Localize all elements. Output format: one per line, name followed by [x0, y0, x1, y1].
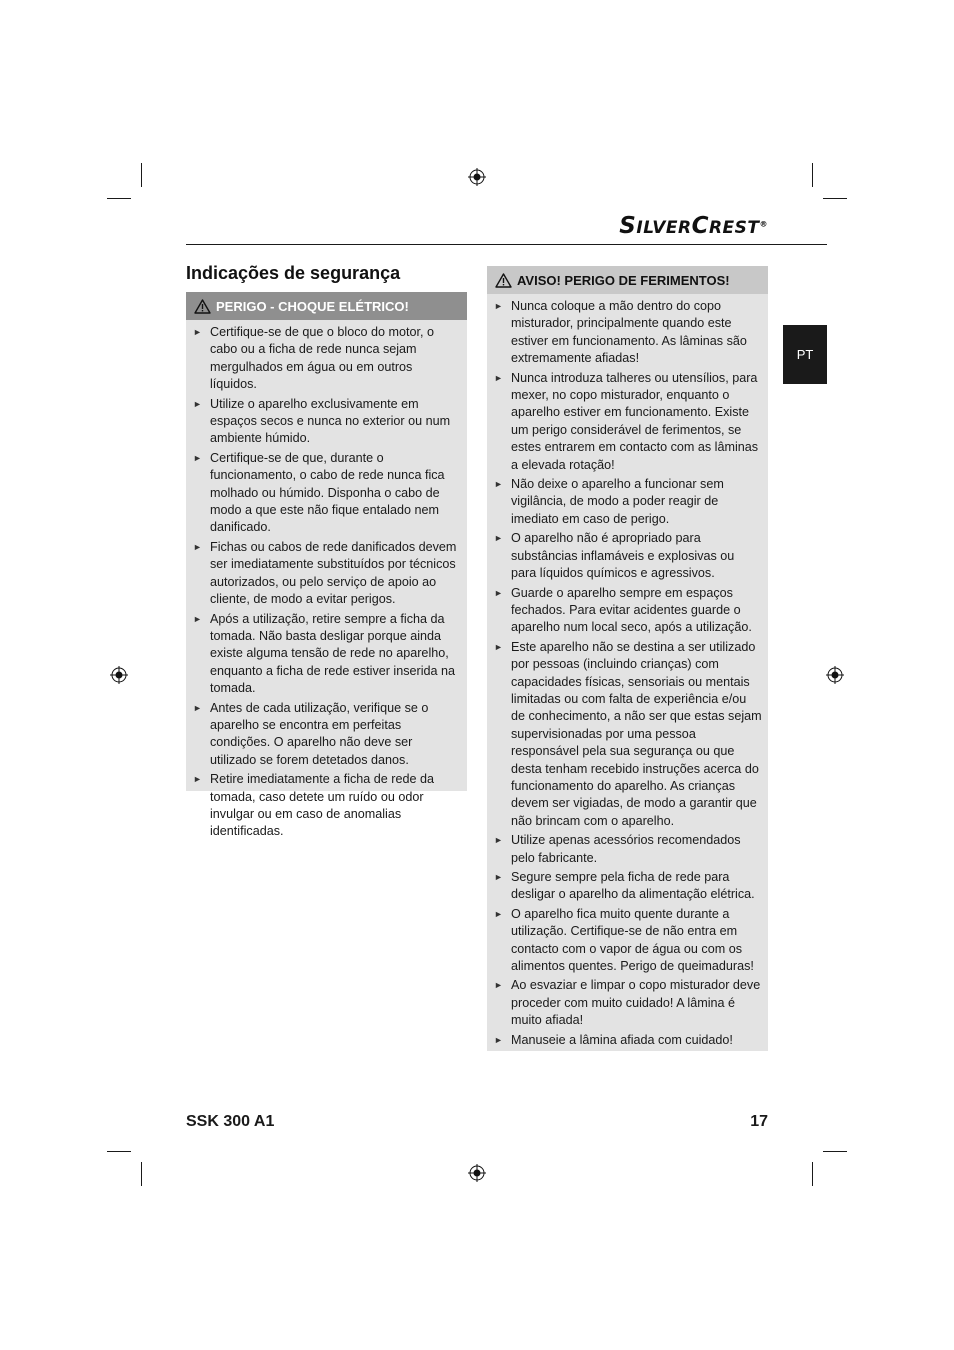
list-item: [186, 450, 461, 537]
list-item: [487, 1032, 762, 1049]
registration-mark-icon: [826, 666, 844, 684]
arrow-right-icon: ►: [193, 452, 202, 463]
arrow-right-icon: ►: [193, 774, 202, 785]
arrow-right-icon: ►: [193, 613, 202, 624]
crop-mark: [107, 198, 131, 199]
list-item: [487, 639, 762, 830]
brand-logo: [619, 213, 768, 239]
list-item-text: Ao esvaziar e limpar o copo misturador deve proceder com muito cuidado! A lâmina é muito afiada!: [511, 978, 761, 1028]
crop-mark: [107, 1151, 131, 1152]
arrow-right-icon: ►: [494, 908, 503, 919]
list-item-text: Certifique-se de que, durante o funcionamento, o cabo de rede nunca fica molhado ou húmido. Disponha o cabo de modo a que este não fique entalado nem danificado.: [210, 450, 445, 535]
arrow-right-icon: ►: [494, 479, 503, 490]
list-item-text: Certifique-se de que o bloco do motor, o cabo ou a ficha de rede nunca sejam mergulhados em água ou em outros líquidos.: [210, 325, 435, 392]
list-item-text: Antes de cada utilização, verifique se o aparelho se encontra em perfeitas condições. O aparelho não deve ser utilizado se forem detetados danos.: [210, 700, 429, 767]
warning-triangle-icon: [495, 273, 512, 288]
arrow-right-icon: ►: [494, 1034, 503, 1045]
list-item: [186, 539, 461, 609]
arrow-right-icon: ►: [193, 702, 202, 713]
page-number: 17: [750, 1113, 768, 1130]
injury-warning-box: [487, 266, 768, 1051]
arrow-right-icon: ►: [193, 398, 202, 409]
safety-list: [487, 294, 768, 1055]
brand-word: REST: [708, 218, 760, 238]
arrow-right-icon: ►: [494, 872, 503, 882]
arrow-right-icon: ►: [494, 835, 503, 846]
model-number: SSK 300 A1: [186, 1113, 275, 1130]
list-item: [487, 977, 762, 1029]
list-item-text: Nunca coloque a mão dentro do copo misturador, principalmente quando este estiver em funcionamento. As lâminas são extremamente afiadas!: [511, 299, 747, 366]
electric-shock-warning-box: [186, 292, 467, 839]
registration-mark-icon: [468, 168, 486, 186]
arrow-right-icon: ►: [494, 980, 503, 991]
crop-mark: [141, 163, 142, 187]
warning-header: [487, 266, 768, 294]
warning-heading: PERIGO - CHOQUE ELÉTRICO!: [216, 298, 409, 314]
list-item-text: Manuseie a lâmina afiada com cuidado!: [511, 1032, 733, 1047]
list-item: [186, 771, 461, 841]
list-item: [487, 869, 762, 904]
list-item-text: Após a utilização, retire sempre a ficha da tomada. Não basta desligar porque ainda existe alguma tensão de rede no aparelho, enquanto a ficha de rede estiver inserida na tomada.: [210, 611, 456, 696]
list-item-text: Nunca introduza talheres ou utensílios, para mexer, no copo misturador, enquanto o aparelho estiver em funcionamento. Existe um perigo considerável de ferimentos, se estes entrarem em contacto com as lâminas a elevada rotação!: [511, 370, 759, 472]
arrow-right-icon: ►: [193, 327, 202, 337]
crop-mark: [812, 163, 813, 187]
list-item: [487, 370, 762, 474]
list-item: [186, 324, 461, 394]
list-item: [487, 530, 762, 582]
list-item-text: Guarde o aparelho sempre em espaços fechados. Para evitar acidentes guarde o aparelho num local seco, após a utilização.: [511, 585, 752, 635]
crop-mark: [141, 1162, 142, 1186]
language-tab: [783, 325, 827, 384]
arrow-right-icon: ►: [494, 533, 503, 544]
arrow-right-icon: ►: [193, 541, 202, 552]
page-title: Indicações de segurança: [186, 263, 401, 283]
warning-triangle-icon: [194, 299, 211, 314]
list-item-text: Não deixe o aparelho a funcionar sem vigilância, de modo a poder reagir de imediato em caso de perigo.: [511, 477, 724, 526]
list-item: [186, 396, 461, 448]
list-item-text: Utilize o aparelho exclusivamente em espaços secos e nunca no exterior ou num ambiente húmido.: [210, 396, 451, 446]
brand-word: ILVER: [636, 218, 692, 238]
list-item: [487, 832, 762, 867]
list-item: [487, 476, 762, 528]
arrow-right-icon: ►: [494, 587, 503, 598]
safety-list: [186, 320, 467, 847]
list-item-text: O aparelho fica muito quente durante a utilização. Certifique-se de não entra em contacto com o vapor de água ou com os alimentos quentes. Perigo de queimaduras!: [511, 906, 754, 974]
arrow-right-icon: ►: [494, 301, 503, 311]
crop-mark: [823, 1151, 847, 1152]
list-item-text: Retire imediatamente a ficha de rede da tomada, caso detete um ruído ou odor invulgar ou em caso de anomalias identificadas.: [210, 772, 435, 839]
arrow-right-icon: ►: [494, 372, 503, 383]
list-item-text: Fichas ou cabos de rede danificados devem ser imediatamente substituídos por técnicos autorizados, ou pelo serviço de apoio ao cliente, de modo a evitar perigos.: [210, 539, 457, 607]
list-item: [186, 700, 461, 770]
crop-mark: [812, 1162, 813, 1186]
warning-header: [186, 292, 467, 320]
list-item: [186, 611, 461, 698]
warning-heading: AVISO! PERIGO DE FERIMENTOS!: [517, 272, 730, 288]
registration-mark-icon: [468, 1164, 486, 1182]
trademark-symbol: ®: [759, 219, 768, 229]
list-item: [487, 585, 762, 637]
list-item-text: Este aparelho não se destina a ser utilizado por pessoas (incluindo crianças) com capacidades físicas, sensoriais ou mentais limitadas ou com falta de experiência e/ou de conhecimento, a não ser que estas sejam supervisionadas por uma pessoa responsável pela sua segurança ou que desta tenham recebido instruções acerca do funcionamento do aparelho. As crianças devem ser vigiadas, de modo a garantir que não brincam com o aparelho.: [511, 639, 762, 828]
list-item: [487, 298, 762, 368]
list-item-text: Utilize apenas acessórios recomendados pelo fabricante.: [511, 833, 741, 865]
header-rule: [186, 244, 827, 245]
arrow-right-icon: ►: [494, 641, 503, 652]
registration-mark-icon: [110, 666, 128, 684]
crop-mark: [823, 198, 847, 199]
language-label: PT: [796, 347, 814, 362]
list-item: [487, 906, 762, 976]
list-item-text: Segure sempre pela ficha de rede para desligar o aparelho da alimentação elétrica.: [511, 870, 755, 902]
brand-initial: C: [691, 213, 709, 239]
list-item-text: O aparelho não é apropriado para substâncias inflamáveis e explosivas ou para líquidos químicos e agressivos.: [511, 531, 735, 581]
brand-initial: S: [619, 213, 637, 239]
